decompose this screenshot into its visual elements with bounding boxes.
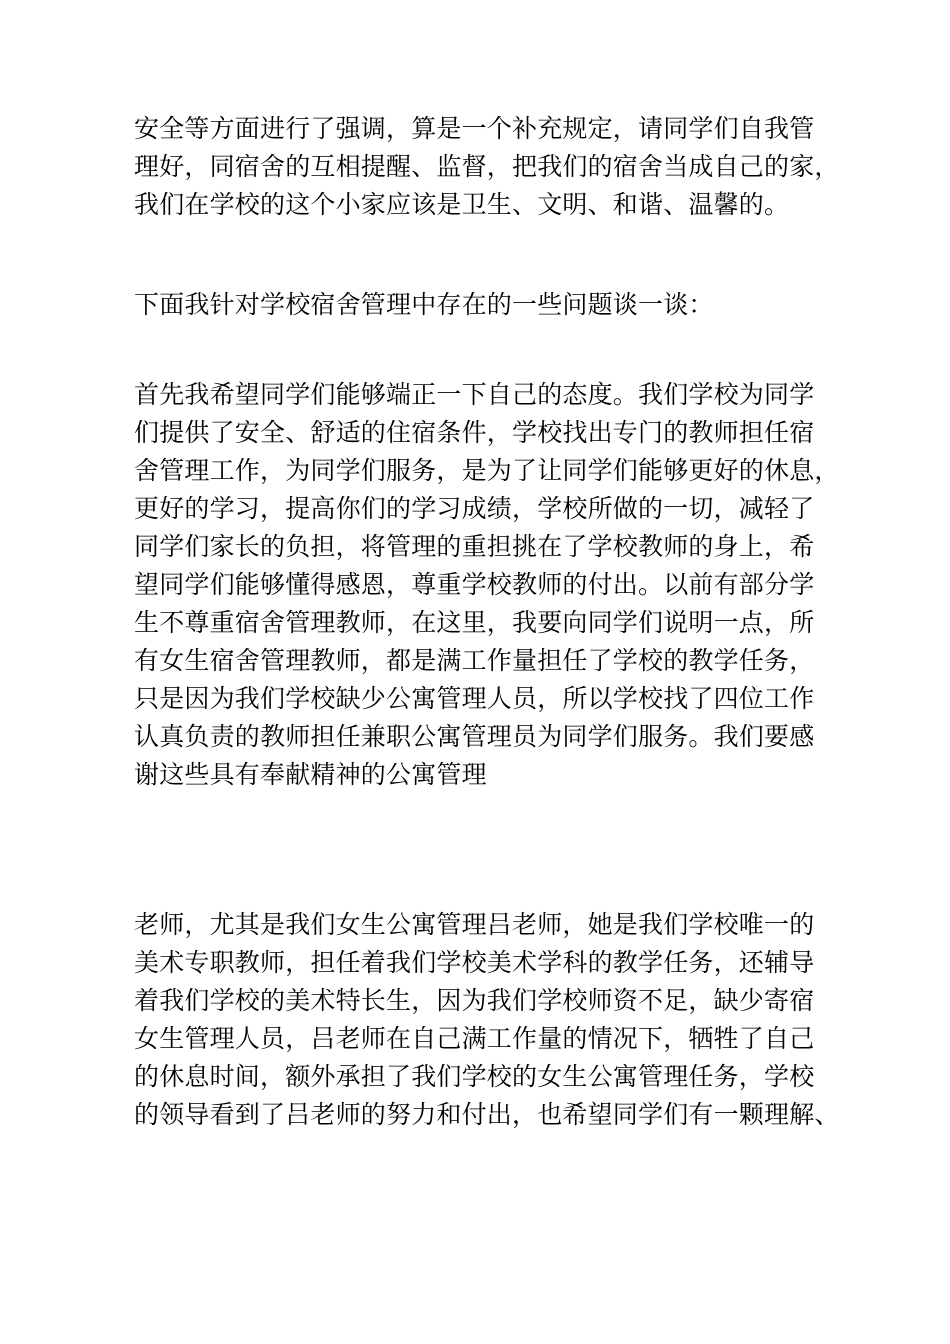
text-line: 美术专职教师，担任着我们学校美术学科的教学任务，还辅导 [134,948,815,977]
text-line: 同学们家长的负担，将管理的重担挑在了学校教师的身上，希 [134,532,815,561]
text-line: 的领导看到了吕老师的努力和付出，也希望同学们有一颗理解、 [134,1100,840,1129]
text-line: 舍管理工作，为同学们服务，是为了让同学们能够更好的休息， [134,456,840,485]
text-line: 认真负责的教师担任兼职公寓管理员为同学们服务。我们要感 [134,722,815,751]
text-line: 老师，尤其是我们女生公寓管理吕老师，她是我们学校唯一的 [134,910,815,939]
text-line: 们提供了安全、舒适的住宿条件，学校找出专门的教师担任宿 [134,418,815,447]
text-line: 的休息时间，额外承担了我们学校的女生公寓管理任务，学校 [134,1062,815,1091]
text-line: 只是因为我们学校缺少公寓管理人员，所以学校找了四位工作 [134,684,815,713]
text-line: 下面我针对学校宿舍管理中存在的一些问题谈一谈： [134,290,714,319]
text-line: 安全等方面进行了强调，算是一个补充规定，请同学们自我管 [134,114,815,143]
paragraph-teacher-lv [134,906,854,1134]
text-line: 生不尊重宿舍管理教师，在这里，我要向同学们说明一点，所 [134,608,815,637]
text-line: 理好，同宿舍的互相提醒、监督，把我们的宿舍当成自己的家， [134,152,840,181]
text-line: 更好的学习，提高你们的学习成绩，学校所做的一切，减轻了 [134,494,815,523]
text-line: 我们在学校的这个小家应该是卫生、文明、和谐、温馨的。 [134,190,790,219]
text-line: 首先我希望同学们能够端正一下自己的态度。我们学校为同学 [134,380,815,409]
text-line: 谢这些具有奉献精神的公寓管理 [134,760,487,789]
paragraph-intro-issues [134,286,854,324]
text-line: 着我们学校的美术特长生，因为我们学校师资不足，缺少寄宿 [134,986,815,1015]
text-line: 有女生宿舍管理教师，都是满工作量担任了学校的教学任务， [134,646,815,675]
text-line: 望同学们能够懂得感恩，尊重学校教师的付出。以前有部分学 [134,570,815,599]
paragraph-attitude [134,376,854,794]
text-line: 女生管理人员，吕老师在自己满工作量的情况下，牺牲了自己 [134,1024,815,1053]
paragraph-dormitory-rules [134,110,854,224]
